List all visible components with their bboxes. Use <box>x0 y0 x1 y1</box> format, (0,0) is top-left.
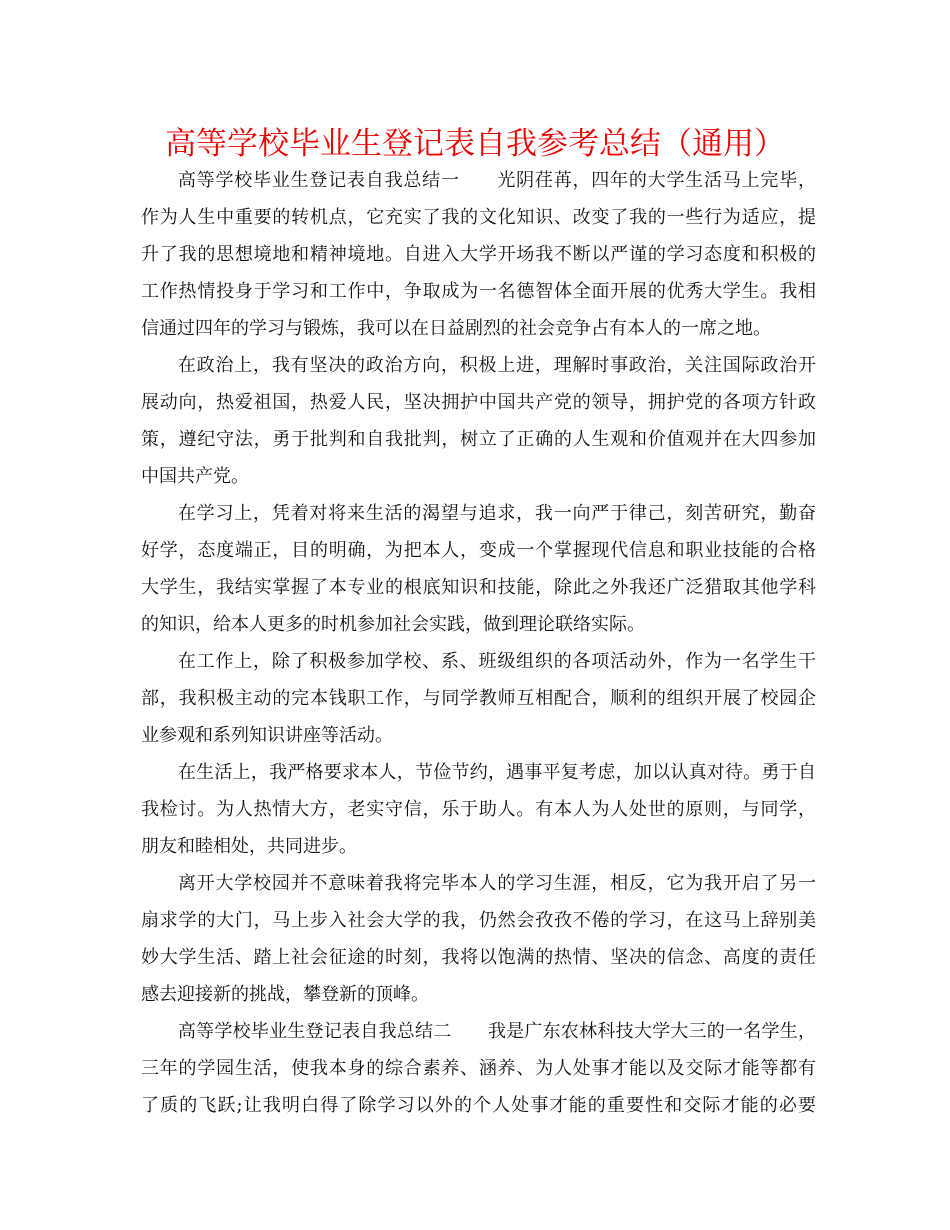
text-line: 感去迎接新的挑战，攀登新的顶峰。 <box>141 984 429 1005</box>
paragraph <box>141 495 816 643</box>
document-body <box>141 162 816 1124</box>
text-line: 我检讨。为人热情大方，老实守信，乐于助人。有本人为人处世的原则，与同学， <box>141 799 816 820</box>
text-line: 扇求学的大门，马上步入社会大学的我，仍然会孜孜不倦的学习，在这马上辞别美 <box>141 910 816 931</box>
text-line: 部，我积极主动的完本钱职工作，与同学教师互相配合，顺利的组织开展了校园企 <box>141 688 816 709</box>
paragraph <box>141 347 816 495</box>
text-line: 策，遵纪守法，勇于批判和自我批判，树立了正确的人生观和价值观并在大四参加 <box>141 429 816 450</box>
text-line: 了质的飞跃;让我明白得了除学习以外的个人处事才能的重要性和交际才能的必要 <box>141 1095 816 1116</box>
paragraph <box>141 754 816 865</box>
text-line: 离开大学校园并不意味着我将完毕本人的学习生涯，相反，它为我开启了另一 <box>177 873 816 894</box>
text-line: 三年的学园生活，使我本身的综合素养、涵养、为人处事才能以及交际才能等都有 <box>141 1058 816 1079</box>
text-line: 高等学校毕业生登记表自我总结一 光阴荏苒，四年的大学生活马上完毕， <box>177 170 816 191</box>
text-line: 在学习上，凭着对将来生活的渴望与追求，我一向严于律己，刻苦研究，勤奋 <box>177 503 816 524</box>
text-line: 妙大学生活、踏上社会征途的时刻，我将以饱满的热情、坚决的信念、高度的责任 <box>141 947 816 968</box>
text-line: 展动向，热爱祖国，热爱人民，坚决拥护中国共产党的领导，拥护党的各项方针政 <box>141 392 816 413</box>
text-line: 在生活上，我严格要求本人，节俭节约，遇事平复考虑，加以认真对待。勇于自 <box>177 762 816 783</box>
text-line: 在工作上，除了积极参加学校、系、班级组织的各项活动外，作为一名学生干 <box>177 651 816 672</box>
paragraph <box>141 162 816 347</box>
text-line: 好学，态度端正，目的明确，为把本人，变成一个掌握现代信息和职业技能的合格 <box>141 540 816 561</box>
text-line: 信通过四年的学习与锻炼，我可以在日益剧烈的社会竞争占有本人的一席之地。 <box>141 318 771 339</box>
text-line: 升了我的思想境地和精神境地。自进入大学开场我不断以严谨的学习态度和积极的 <box>141 244 816 265</box>
text-line: 在政治上，我有坚决的政治方向，积极上进，理解时事政治，关注国际政治开 <box>177 355 816 376</box>
text-line: 的知识，给本人更多的时机参加社会实践，做到理论联络实际。 <box>141 614 645 635</box>
text-line: 业参观和系列知识讲座等活动。 <box>141 725 393 746</box>
text-line: 大学生，我结实掌握了本专业的根底知识和技能，除此之外我还广泛猎取其他学科 <box>141 577 816 598</box>
paragraph <box>141 865 816 1013</box>
text-line: 高等学校毕业生登记表自我总结二 我是广东农林科技大学大三的一名学生， <box>177 1021 816 1042</box>
text-line: 作为人生中重要的转机点，它充实了我的文化知识、改变了我的一些行为适应，提 <box>141 207 816 228</box>
paragraph <box>141 643 816 754</box>
document-title: 高等学校毕业生登记表自我参考总结（通用） <box>165 126 785 162</box>
text-line: 朋友和睦相处，共同进步。 <box>141 836 357 857</box>
text-line: 工作热情投身于学习和工作中，争取成为一名德智体全面开展的优秀大学生。我相 <box>141 281 816 302</box>
text-line: 中国共产党。 <box>141 466 249 487</box>
paragraph <box>141 1013 816 1124</box>
